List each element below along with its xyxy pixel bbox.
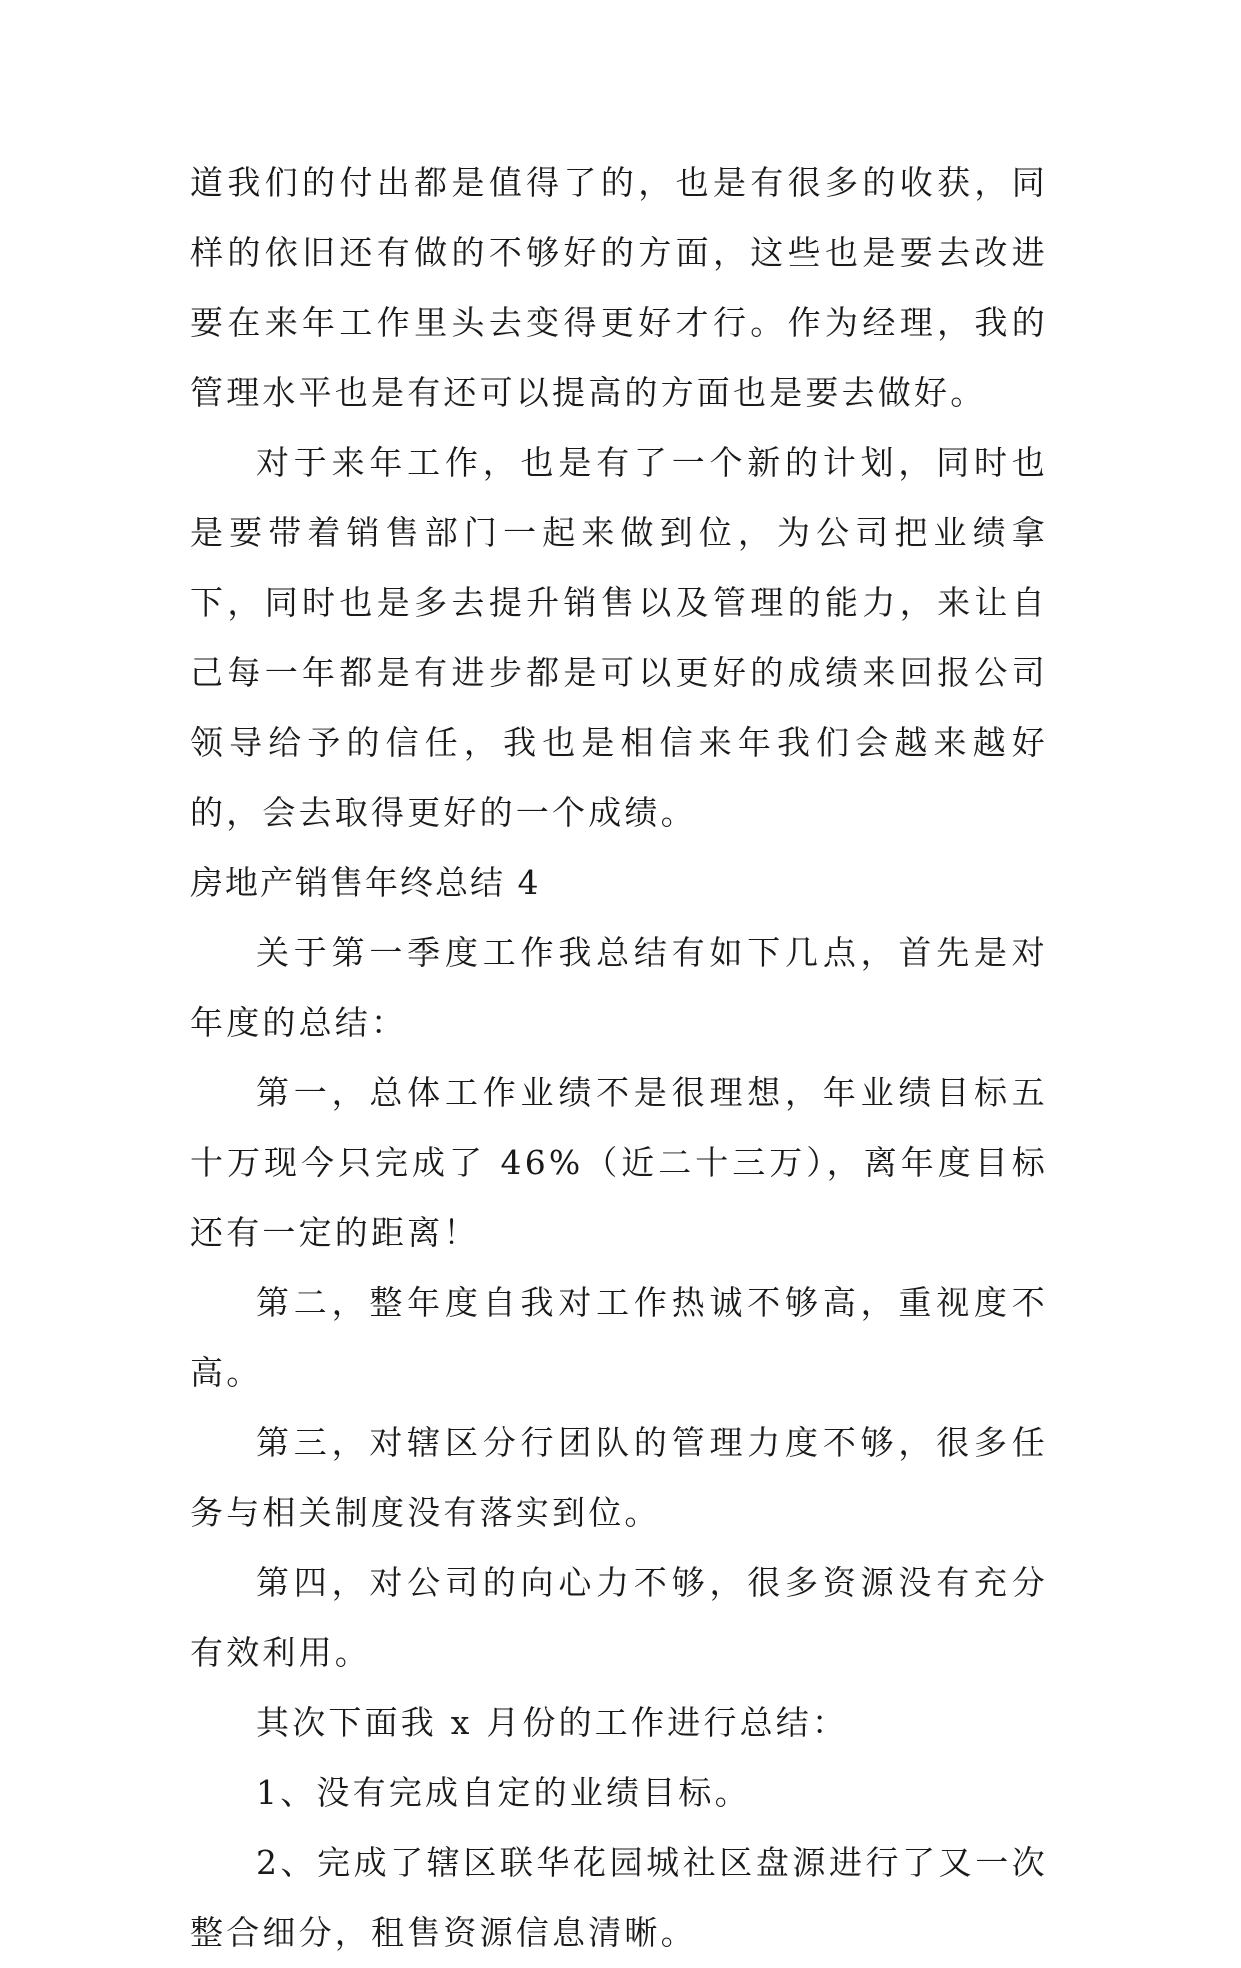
paragraph-q1-intro: 关于第一季度工作我总结有如下几点，首先是对年度的总结： — [190, 933, 1048, 1042]
paragraph-point-4: 第四，对公司的向心力不够，很多资源没有充分有效利用。 — [190, 1563, 1048, 1672]
paragraph-month-summary-intro: 其次下面我 x 月份的工作进行总结： — [256, 1703, 849, 1742]
list-item-2: 2、完成了辖区联华花园城社区盘源进行了又一次整合细分，租售资源信息清晰。 — [190, 1843, 1048, 1952]
paragraph-point-1: 第一，总体工作业绩不是很理想，年业绩目标五十万现今只完成了 46%（近二十三万），离年度目标还有一定的距离！ — [190, 1073, 1048, 1252]
paragraph-next-year-plan: 对于来年工作，也是有了一个新的计划，同时也是要带着销售部门一起来做到位，为公司把业绩拿下，同时也是多去提升销售以及管理的能力，来让自己每一年都是有进步都是可以更好的成绩来回报公司领导给予的信任，我也是相信来年我们会越来越好的，会去取得更好的一个成绩。 — [190, 443, 1048, 832]
paragraph-point-2: 第二，整年度自我对工作热诚不够高，重视度不高。 — [190, 1283, 1048, 1392]
list-item-1: 1、没有完成自定的业绩目标。 — [256, 1773, 751, 1812]
paragraph-point-3: 第三，对辖区分行团队的管理力度不够，很多任务与相关制度没有落实到位。 — [190, 1423, 1048, 1532]
section-heading: 房地产销售年终总结 4 — [190, 863, 541, 902]
paragraph-continuation: 道我们的付出都是值得了的，也是有很多的收获，同样的依旧还有做的不够好的方面，这些也是要去改进要在来年工作里头去变得更好才行。作为经理，我的管理水平也是有还可以提高的方面也是要去做好。 — [190, 163, 1048, 412]
document-body — [190, 148, 1048, 1968]
